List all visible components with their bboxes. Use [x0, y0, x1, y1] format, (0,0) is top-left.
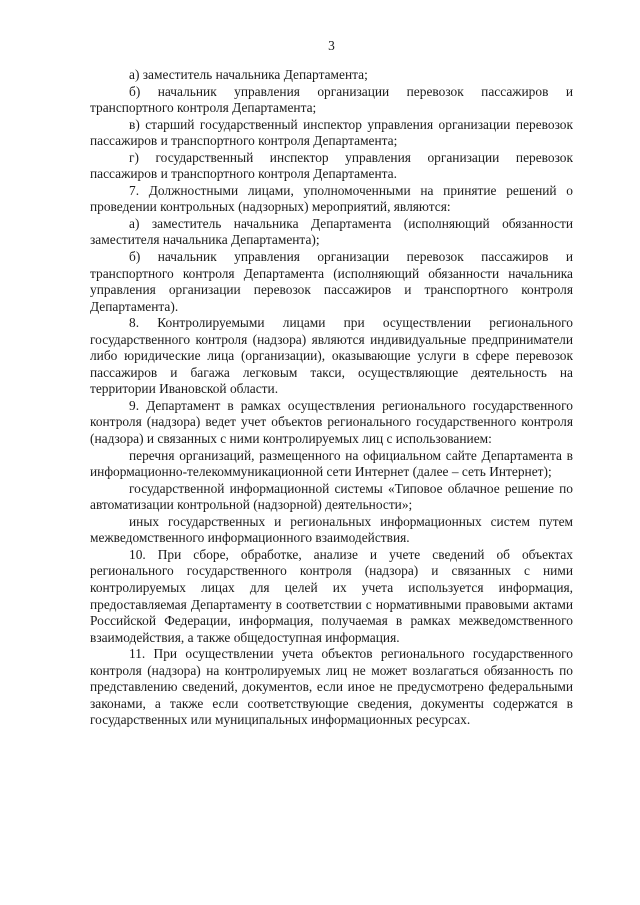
page-number: 3	[328, 38, 335, 53]
paragraph-state-inspector: г) государственный инспектор управления организации перевозок пассажиров и транспортного контроля Департамента.	[90, 149, 573, 182]
paragraph-9-other-systems: иных государственных и региональных информационных систем путем межведомственного информационного взаимодействия.	[90, 513, 573, 546]
paragraph-7-authorized-officials: 7. Должностными лицами, уполномоченными на принятие решений о проведении контрольных (надзорных) мероприятий, являются:	[90, 182, 573, 215]
paragraph-8-controlled-persons: 8. Контролируемыми лицами при осуществлении регионального государственного контроля (надзора) являются индивидуальные предприниматели либо юридические лица (организации), оказывающие услуги в сфере перевозок пассажиров и багажа легковым такси, осуществляющие деятельность на территории Ивановской области.	[90, 315, 573, 397]
paragraph-9-accounting: 9. Департамент в рамках осуществления регионального государственного контроля (надзора) ведет учет объектов регионального государственного контроля (надзора) и связанных с ними контролируемых лиц с использованием:	[90, 397, 573, 447]
paragraph-11-no-obligation: 11. При осуществлении учета объектов регионального государственного контроля (надзора) на контролируемых лиц не может возлагаться обязанность по представлению сведений, документов, если иное не предусмотрено федеральными законами, а также если соответствующие сведения, документы содержатся в государственных или муниципальных информационных ресурсах.	[90, 646, 573, 728]
paragraph-9-info-system: государственной информационной системы «Типовое облачное решение по автоматизации контрольной (надзорной) деятельности»;	[90, 480, 573, 513]
paragraph-10-information-sources: 10. При сборе, обработке, анализе и учете сведений об объектах регионального государственного контроля (надзора) и связанных с ними контролируемых лицах для целей их учета используется информация, предоставляемая Департаменту в соответствии с нормативными правовыми актами Российской Федерации, информация, получаемая в рамках межведомственного взаимодействия, а также общедоступная информация.	[90, 546, 573, 645]
document-page	[90, 38, 573, 729]
paragraph-senior-inspector: в) старший государственный инспектор управления организации перевозок пассажиров и транспортного контроля Департамента;	[90, 116, 573, 149]
paragraph-7a: а) заместитель начальника Департамента (исполняющий обязанности заместителя начальника Департамента);	[90, 215, 573, 248]
paragraph-9-list-organizations: перечня организаций, размещенного на официальном сайте Департамента в информационно-телекоммуникационной сети Интернет (далее – сеть Интернет);	[90, 447, 573, 480]
paragraph-deputy-head: а) заместитель начальника Департамента;	[129, 67, 368, 82]
paragraph-head-of-division: б) начальник управления организации перевозок пассажиров и транспортного контроля Департамента;	[90, 83, 573, 116]
paragraph-7b: б) начальник управления организации перевозок пассажиров и транспортного контроля Департамента (исполняющий обязанности начальника управления организации перевозок пассажиров и транспортного контроля Департамента).	[90, 249, 573, 314]
